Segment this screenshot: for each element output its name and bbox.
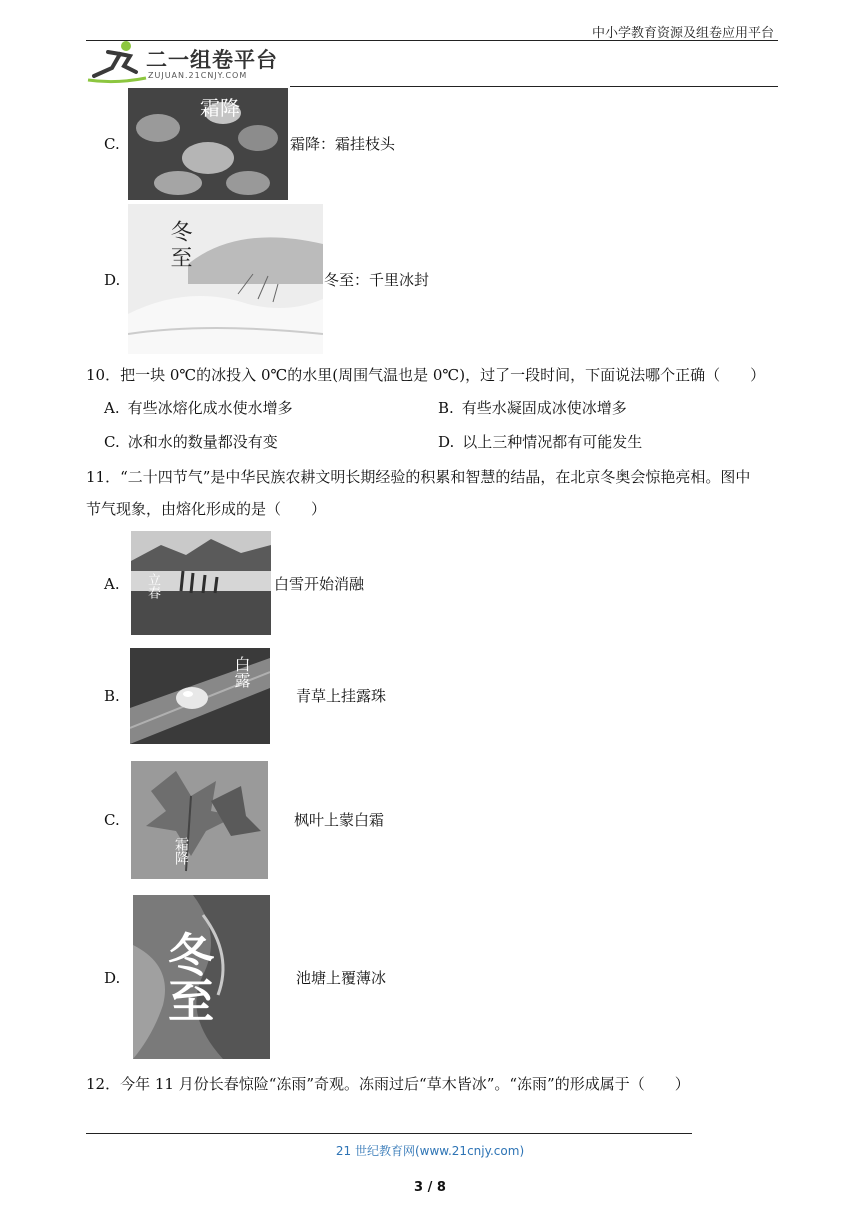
q11-option-a-image: [131, 531, 271, 635]
q11-stem-line1: 11．“二十四节气”是中华民族农耕文明长期经验的积累和智慧的结晶，在北京冬奥会惊艳亮相。图中: [86, 468, 751, 486]
frosted-maple-photo: [131, 761, 268, 879]
platform-name: 中小学教育资源及组卷应用平台: [591, 26, 774, 41]
q11-stem-line2: 节气现象，由熔化形成的是（ ）: [86, 500, 327, 518]
q9-option-d-letter: D.: [104, 271, 121, 289]
image-overlay-text: 霜降: [173, 837, 189, 865]
q11-option-c-caption: 枫叶上蒙白霜: [294, 811, 385, 829]
q10-option-c[interactable]: [104, 432, 278, 452]
q10-stem: 10．把一块 0℃的冰投入 0℃的水里(周围气温也是 0℃)，过了一段时间，下面说法哪个正确（ ）: [86, 366, 766, 384]
q9-option-d-image: [128, 204, 323, 354]
q11-option-d-letter: D.: [104, 969, 121, 987]
q11-option-b-image: [130, 648, 270, 744]
page-number: 3 / 8: [414, 1180, 446, 1195]
logo-text-cn: 二一组卷平台: [146, 48, 278, 72]
q10-option-b[interactable]: [438, 398, 627, 418]
image-overlay-text: 冬至: [167, 220, 192, 272]
image-overlay-text: 霜降: [200, 96, 240, 120]
image-overlay-text: 冬至: [161, 931, 215, 1023]
q12-stem: 12．今年 11 月份长春惊险“冻雨”奇观。冻雨过后“草木皆冰”。“冻雨”的形成属于（ ）: [86, 1075, 690, 1093]
option-text: 有些冰熔化成水使水增多: [127, 399, 293, 417]
q11-option-b-letter: B.: [104, 687, 120, 705]
option-letter: B.: [438, 399, 454, 417]
image-overlay-text: 白露: [232, 656, 251, 688]
logo-text-en: ZUJUAN.21CNJY.COM: [148, 71, 248, 80]
q11-option-c-image: [131, 761, 268, 879]
option-letter: C.: [104, 433, 120, 451]
footer-divider: [86, 1133, 692, 1134]
header-divider-lower: [290, 86, 778, 87]
q9-option-c-image: [128, 88, 288, 200]
q11-option-d-image: [133, 895, 270, 1059]
option-text: 以上三种情况都有可能发生: [462, 433, 643, 451]
q10-option-d[interactable]: [438, 432, 642, 452]
option-letter: A.: [104, 399, 120, 417]
q11-option-d-caption: 池塘上覆薄冰: [296, 969, 387, 987]
q11-option-b-caption: 青草上挂露珠: [296, 687, 387, 705]
q11-option-c-letter: C.: [104, 811, 120, 829]
logo: [86, 38, 286, 86]
q11-option-a-letter: A.: [104, 575, 120, 593]
q9-option-c-caption: 霜降：霜挂枝头: [290, 135, 396, 153]
option-text: 冰和水的数量都没有变: [127, 433, 278, 451]
q10-option-a[interactable]: [104, 398, 293, 418]
winter-snow-photo: [128, 204, 323, 354]
q9-option-c-letter: C.: [104, 135, 120, 153]
option-text: 有些水凝固成冰使冰增多: [461, 399, 627, 417]
option-letter: D.: [438, 433, 455, 451]
footer-link[interactable]: 21 世纪教育网(www.21cnjy.com): [335, 1144, 525, 1158]
q11-option-a-caption: 白雪开始消融: [274, 575, 365, 593]
q9-option-d-caption: 冬至：千里冰封: [324, 271, 430, 289]
image-overlay-text: 立春: [145, 573, 160, 599]
